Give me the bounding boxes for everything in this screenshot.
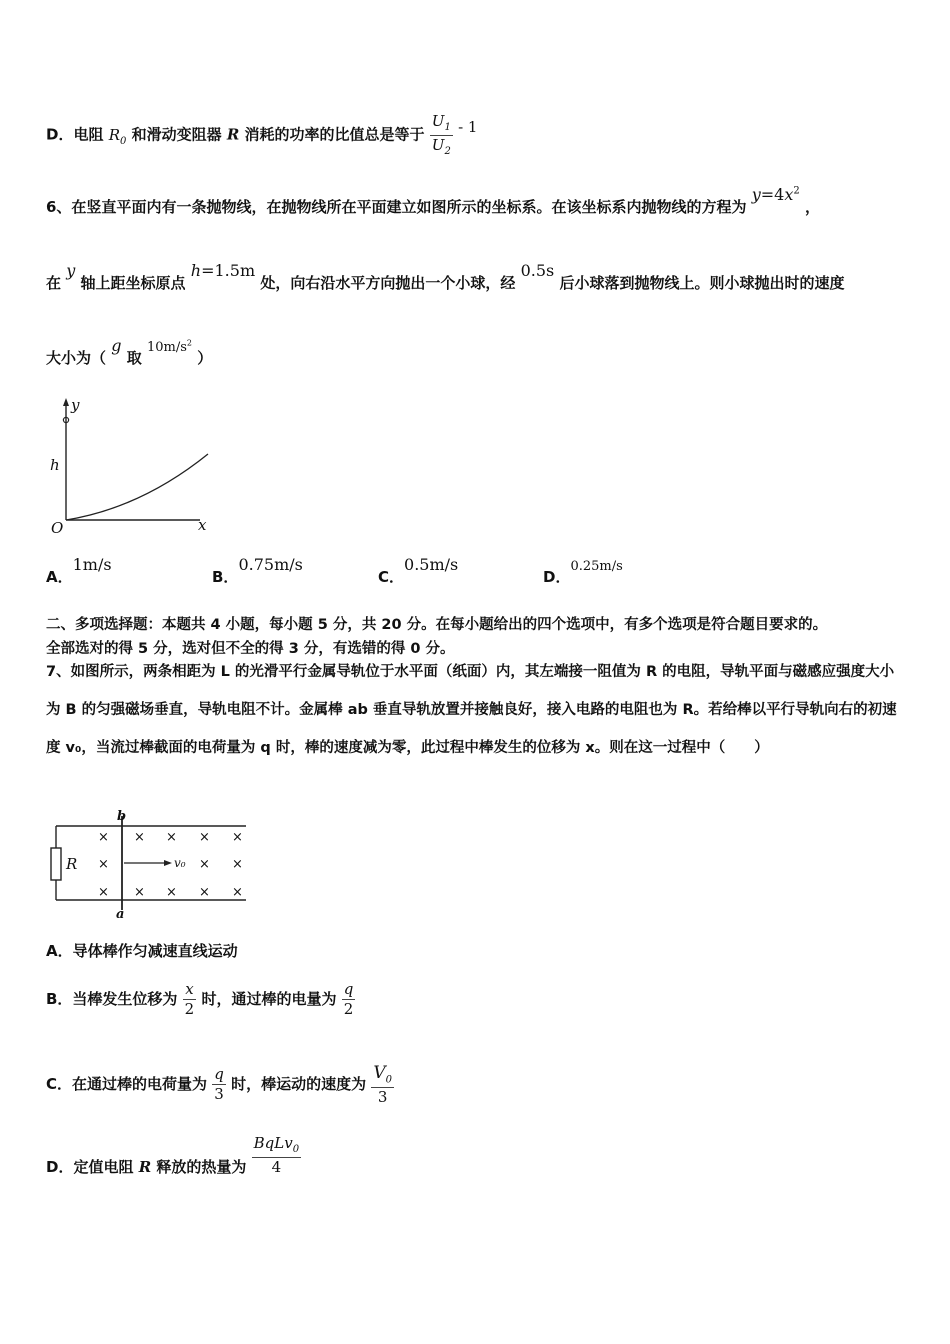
q7-option-a: A．导体棒作匀减速直线运动 (46, 942, 238, 960)
field-cross: × (134, 885, 145, 900)
q7-optb-text-b: 时，通过棒的电量为 (201, 990, 337, 1008)
q7-resistor (51, 848, 61, 880)
q6-option-b (212, 555, 303, 587)
q7-option-c (46, 1061, 394, 1107)
q5d-fraction (430, 112, 453, 158)
q7-stem: 7、如图所示，两条相距为 L 的光滑平行金属导轨位于水平面（纸面）内，其左端接一阻值为 R 的电阻，导轨平面与磁感应强度大小为 B 的匀强磁场垂直，导轨电阻不计。金属棒 ab 垂直导轨放置并接触良好，接入电路的电阻也为 R。若给棒以平行导轨向右的初速度 v₀，当流过棒截面的电荷量为 q 时，棒的速度减为零，此过程中棒发生的位移为 x。则在这一过程中（ ） (46, 664, 897, 756)
section2-line2: 全部选对的得 5 分，选对但不全的得 3 分，有选错的得 0 分。 (46, 641, 455, 657)
q7-option-d (46, 1134, 301, 1194)
q5d-frac-num (430, 112, 453, 136)
q7-optb-text-a: B．当棒发生位移为 (46, 990, 178, 1008)
q6-fig-h-label: h (50, 456, 60, 474)
q6-option-c-label: C． (378, 568, 405, 586)
q6-parabola-curve (66, 454, 208, 520)
q5d-label: D．电阻 (46, 125, 104, 144)
q7-optb-frac1-num: x (183, 980, 197, 1000)
field-cross: × (232, 857, 243, 872)
q6-line2-a: 轴上距坐标原点 (80, 274, 186, 292)
q6-line2-b: 处，向右沿水平方向抛出一个小球，经 (260, 274, 516, 292)
q6-time: 0.5s (520, 261, 555, 280)
q5d-r0-main: R (108, 125, 120, 144)
q7-optd-r: R (138, 1158, 152, 1176)
q5d-frac-num-sub: 1 (444, 122, 451, 133)
q6-line1-text: 6、在竖直平面内有一条抛物线，在抛物线所在平面建立如图所示的坐标系。在该坐标系内抛物线的方程为 (46, 198, 747, 216)
q7-fig-b-label: b (117, 809, 127, 824)
q6-line3-a: 大小为（ (46, 349, 107, 367)
q6-eq-y: y (751, 185, 761, 204)
field-cross: × (134, 830, 145, 845)
q7-optc-text-b: 时，棒运动的速度为 (231, 1075, 367, 1093)
q7-optb-frac2-num: q (343, 980, 354, 999)
q6-option-b-label: B． (212, 568, 239, 586)
q6-equation (752, 185, 800, 204)
q7-optd-frac-num (252, 1134, 301, 1158)
q6-comma: ， (804, 198, 820, 216)
q7-optc-frac2-num-main: V (373, 1062, 386, 1083)
q7-optc-frac1-num: q (214, 1065, 224, 1084)
q6-option-d-label: D． (543, 568, 571, 586)
q6-option-c (378, 555, 459, 587)
q6-line3-b: 取 (126, 349, 142, 367)
q7-optc-frac2-num-sub: 0 (385, 1074, 392, 1086)
q6-option-d-value: 0.25m/s (570, 559, 623, 574)
field-cross: × (98, 830, 109, 845)
q6-option-a (46, 555, 112, 587)
q7-optd-frac (252, 1134, 301, 1176)
q6-g-val (147, 340, 192, 355)
q6-h-val: =1.5m (201, 261, 256, 280)
q6-g-val-main: 10m/s (146, 340, 187, 355)
q7-optc-frac1-den: 3 (214, 1085, 224, 1103)
field-cross: × (166, 885, 177, 900)
section2-line1: 二、多项选择题：本题共 4 小题，每小题 5 分，共 20 分。在每小题给出的四个选项中，有多个选项是符合题目要求的。 (46, 617, 828, 633)
q5d-frac-den-main: U (431, 135, 445, 154)
q7-optb-frac2-den: 2 (343, 1000, 354, 1018)
q6-parabola-figure (46, 396, 226, 536)
q7-optc-text-a: C．在通过棒的电荷量为 (46, 1075, 208, 1093)
q5d-r: R (226, 125, 240, 144)
q7-fig-v0-label: v₀ (174, 856, 186, 870)
q6-option-b-value: 0.75m/s (238, 555, 303, 574)
q6-y-symbol: y (66, 261, 76, 280)
q6-g-exp: 2 (186, 338, 192, 348)
q6-line3 (46, 336, 213, 368)
field-cross: × (232, 830, 243, 845)
field-cross: × (166, 830, 177, 845)
q7-optb-frac1 (183, 980, 197, 1019)
q7-optd-text-a: D．定值电阻 (46, 1158, 134, 1176)
q5d-text1: 和滑动变阻器 (131, 125, 222, 144)
field-cross: × (98, 885, 109, 900)
q7-optc-frac2 (371, 1063, 394, 1107)
field-cross: × (199, 857, 210, 872)
q5d-minus-one: - 1 (458, 117, 478, 136)
q6-option-a-label: A． (46, 568, 73, 586)
q7-optc-frac1 (212, 1065, 226, 1104)
q6-y-axis-arrow (63, 398, 69, 406)
q7-fig-a-label: a (116, 907, 125, 920)
q5d-frac-den (430, 136, 453, 159)
q6-h-sym: h (190, 261, 202, 280)
q6-fig-origin-label: O (51, 519, 64, 536)
q7-optc-frac2-num (371, 1063, 394, 1088)
q6-option-a-value: 1m/s (72, 555, 112, 574)
q7-rail-figure (46, 808, 256, 920)
q5d-frac-num-main: U (431, 112, 445, 130)
q7-optc-frac2-den: 3 (377, 1087, 388, 1106)
q6-fig-x-label: x (198, 516, 207, 534)
q6-option-c-value: 0.5m/s (404, 555, 459, 574)
q6-line2 (46, 261, 845, 293)
q6-option-d (543, 559, 623, 587)
q7-optb-frac2 (342, 980, 356, 1019)
q5d-r0 (108, 125, 127, 147)
q6-line2-c: 后小球落到抛物线上。则小球抛出时的速度 (559, 274, 845, 292)
q6-g-sym: g (111, 336, 122, 355)
q5d-text2: 消耗的功率的比值总是等于 (244, 125, 425, 144)
q7-optd-frac-den: 4 (271, 1157, 282, 1176)
q7-option-b (46, 976, 355, 1022)
q6-line1 (46, 185, 820, 217)
q6-eq-x: x (784, 185, 794, 204)
q6-h-expr (191, 261, 255, 280)
q5d-frac-den-sub: 2 (444, 145, 451, 157)
field-cross: × (199, 830, 210, 845)
field-cross: × (232, 885, 243, 900)
q6-line2-prefix: 在 (46, 274, 62, 292)
q7-fig-r-label: R (66, 855, 78, 873)
q7-optd-frac-num-sub: 0 (292, 1144, 300, 1156)
q7-optd-frac-num-main: BqLv (253, 1134, 293, 1153)
field-cross: × (98, 857, 109, 872)
q7-optd-text-b: 释放的热量为 (156, 1158, 247, 1176)
q5d-r0-sub: 0 (119, 135, 127, 147)
q6-eq-exp: 2 (793, 185, 800, 197)
q6-line3-c: ） (197, 349, 213, 367)
q7-velocity-arrowhead (164, 860, 172, 866)
q5-option-d (46, 112, 477, 164)
q6-eq-equals: =4 (760, 185, 785, 204)
field-cross: × (199, 885, 210, 900)
q7-optb-frac1-den: 2 (184, 1000, 195, 1018)
q6-fig-y-label: y (71, 396, 80, 414)
